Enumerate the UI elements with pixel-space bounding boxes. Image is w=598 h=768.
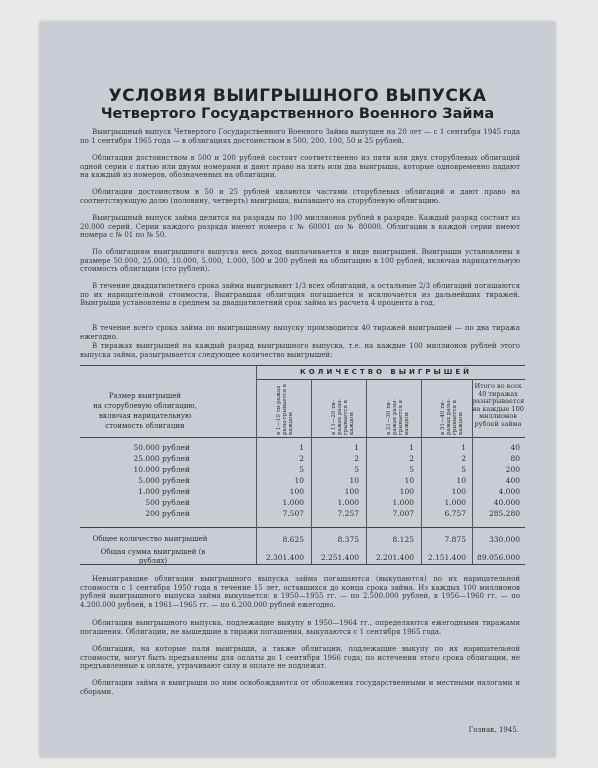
paragraph: В течение двадцатилетнего срока займа выигрывают 1/3 всех облигаций, а остальные 2/3 облигаций погашаются по их нарицательной стоимости. Выигравшая облигация погашается и исключается из дальнейших тиражей. Выигрыши установлены в среднем за двадцатилетний срок займа из расчета 4 процента в год. [80,282,520,307]
row-label: 500 рублей [145,498,190,507]
table-cell: 5 [299,465,304,474]
count-group-header: КОЛИЧЕСТВО ВЫИГРЫШЕЙ [300,368,472,376]
prize-size-header: Размер выигрышей на сторублевую облигацию, включая нарицательную стоимость облигации [93,392,197,430]
row-label: 1.000 рублей [138,487,190,496]
table-cell: 5 [354,465,359,474]
table-cell: 100 [451,487,466,496]
footer-paragraph: Облигации выигрышного выпуска, подлежащие выкупу в 1950—1964 гг., определяются ежегодными тиражами погашения. Облигации, не вышедшие в тиражи погашения, выкупаются с 1 сентября 1965 года. [80,619,520,636]
paragraph: В течение всего срока займа по выигрышному выпуску производится 40 тиражей выигрышей — по два тиража ежегодно. [80,324,520,341]
table-cell: 2 [409,454,414,463]
table-cell: 10 [349,476,359,485]
table-cell: 100 [344,487,359,496]
footer-paragraph: Облигации займа и выигрыши по ним освобождаются от обложения государственными и местными налогами и сборами. [80,679,520,696]
table-cell: 1 [299,443,304,452]
table-cell: 2 [299,454,304,463]
paragraph: Облигации достоинством в 50 и 25 рублей являются частями сторублевых облигаций и дают право на соответствующую долю (половину, четверть) выигрыша, выпавшего на сторублевую облигацию. [80,188,520,205]
table-cell: 8.375 [337,535,359,544]
paragraph: Выигрышный выпуск Четвертого Государственного Военного Займа выпущен на 20 лет — с 1 сентября 1945 года по 1 сентября 1965 года — в облигациях достоинством в 500, 200, 100, 50 и 25 рублей. [80,128,520,145]
table-cell: 1 [354,443,359,452]
col-header-total: Итого во всех 40 тиражах разыгрывается на каждые 100 миллионов рублей займа [472,382,525,428]
table-cell: 10 [404,476,414,485]
table-cell: 1.000 [337,498,359,507]
total-count-label: Общее количество выигрышей [92,535,208,543]
total-sum-label: Общая сумма выигрышей (в рублях) [100,548,206,565]
table-cell: 10 [456,476,466,485]
table-cell: 2 [354,454,359,463]
col-header-draws-1-10: в 1—10 ти-ражах разы-грывается в каждом [276,384,294,435]
table-cell: 7.257 [337,509,359,518]
table-cell: 2.301.400 [265,553,304,562]
table-cell: 2.251.400 [320,553,359,562]
table-cell: 100 [399,487,414,496]
table-cell: 80 [510,454,520,463]
row-label: 200 рублей [145,509,190,518]
table-cell: 5 [409,465,414,474]
page-subtitle: Четвертого Государственного Военного Займа [100,106,495,122]
col-header-draws-21-30: в 21—30 ти-ражах разы-грывается в каждом [386,398,410,435]
paragraph: Облигации достоинством в 500 и 200 рублей состоят соответственно из пяти или двух сторублевых облигаций одной серии с пятью или двумя номерами и дают право на пять или два выигрыша, которые одновременно падают на каждый из номеров, обозначенных на облигации. [80,154,520,179]
table-cell: 1.000 [282,498,304,507]
row-label: 5.000 рублей [138,476,190,485]
paragraph: По облигациям выигрышного выпуска весь доход выплачивается в виде выигрышей. Выигрыши установлены в размере 50.000, 25.000, 10.000, 5.000, 1.000, 500 и 200 рублей на облигацию в 100 рублей, включая нарицательную стоимость облигации (сто рублей). [80,248,520,273]
prize-table [80,365,525,565]
table-cell: 4.000 [498,487,520,496]
row-label: 50.000 рублей [133,443,190,452]
col-header-draws-11-20: в 11—20 ти-ражах разы-грывается в каждом [331,398,355,435]
footer-paragraph: Невыигравшие облигации выигрышного выпуска займа погашаются (выкупаются) по их нарицательной стоимости с 1 сентября 1950 года в течение 15 лет, оставшихся до конца срока займа. Из каждых 100 миллионов рублей выигрышного выпуска займа выкупается: в 1950—1955 гг. — по 2.500.000 рублей, в 1956—1960 гг. — по 4.200.000 рублей, в 1961—1965 гг. — по 6.200.000 рублей ежегодно. [80,575,520,609]
footer-paragraph: Облигации, на которые пали выигрыши, а также облигации, подлежащие выкупу по их нарицательной стоимости, могут быть предъявлены для оплаты до 1 сентября 1966 года; по истечении этого срока облигации, не предъявленные к оплате, утрачивают силу и оплате не подлежат. [80,645,520,670]
table-cell: 2.201.400 [375,553,414,562]
table-cell: 2 [461,454,466,463]
document-sheet [40,22,555,757]
row-label: 10.000 рублей [133,465,190,474]
table-cell: 7.507 [282,509,304,518]
table-cell: 2.151.400 [427,553,466,562]
row-label: 25.000 рублей [133,454,190,463]
table-cell: 89.056.000 [477,553,520,562]
imprint: Гознак. 1945. [468,726,519,734]
table-cell: 10 [294,476,304,485]
table-cell: 1.000 [444,498,466,507]
table-cell: 8.125 [392,535,414,544]
table-cell: 1 [461,443,466,452]
table-cell: 8.625 [282,535,304,544]
table-cell: 6.757 [444,509,466,518]
table-cell: 100 [289,487,304,496]
table-cell: 285.280 [488,509,520,518]
table-cell: 200 [505,465,520,474]
paragraph: Выигрышный выпуск займа делится на разряды по 100 миллионов рублей в разряде. Каждый разряд состоит из 20.000 серий. Серии каждого разряда имеют номера с № 60001 по № 80000. Облигации в каждой серии имеют номера с № 01 по № 50. [80,214,520,239]
table-cell: 330.000 [488,535,520,544]
table-cell: 7.875 [444,535,466,544]
table-cell: 40.000 [493,498,520,507]
paragraph: В тиражах выигрышей на каждый разряд выигрышного выпуска, т.е. на каждые 100 миллионов рублей этого выпуска займа, разыгрывается следующее количество выигрышей: [80,342,520,359]
col-header-draws-31-40: в 31—40 ти-ражах разы-грывается в каждом [440,398,464,435]
table-cell: 1 [409,443,414,452]
table-cell: 400 [505,476,520,485]
table-cell: 1.000 [392,498,414,507]
page-title: УСЛОВИЯ ВЫИГРЫШНОГО ВЫПУСКА [108,86,487,106]
table-cell: 40 [510,443,520,452]
table-cell: 7.007 [392,509,414,518]
table-cell: 5 [461,465,466,474]
